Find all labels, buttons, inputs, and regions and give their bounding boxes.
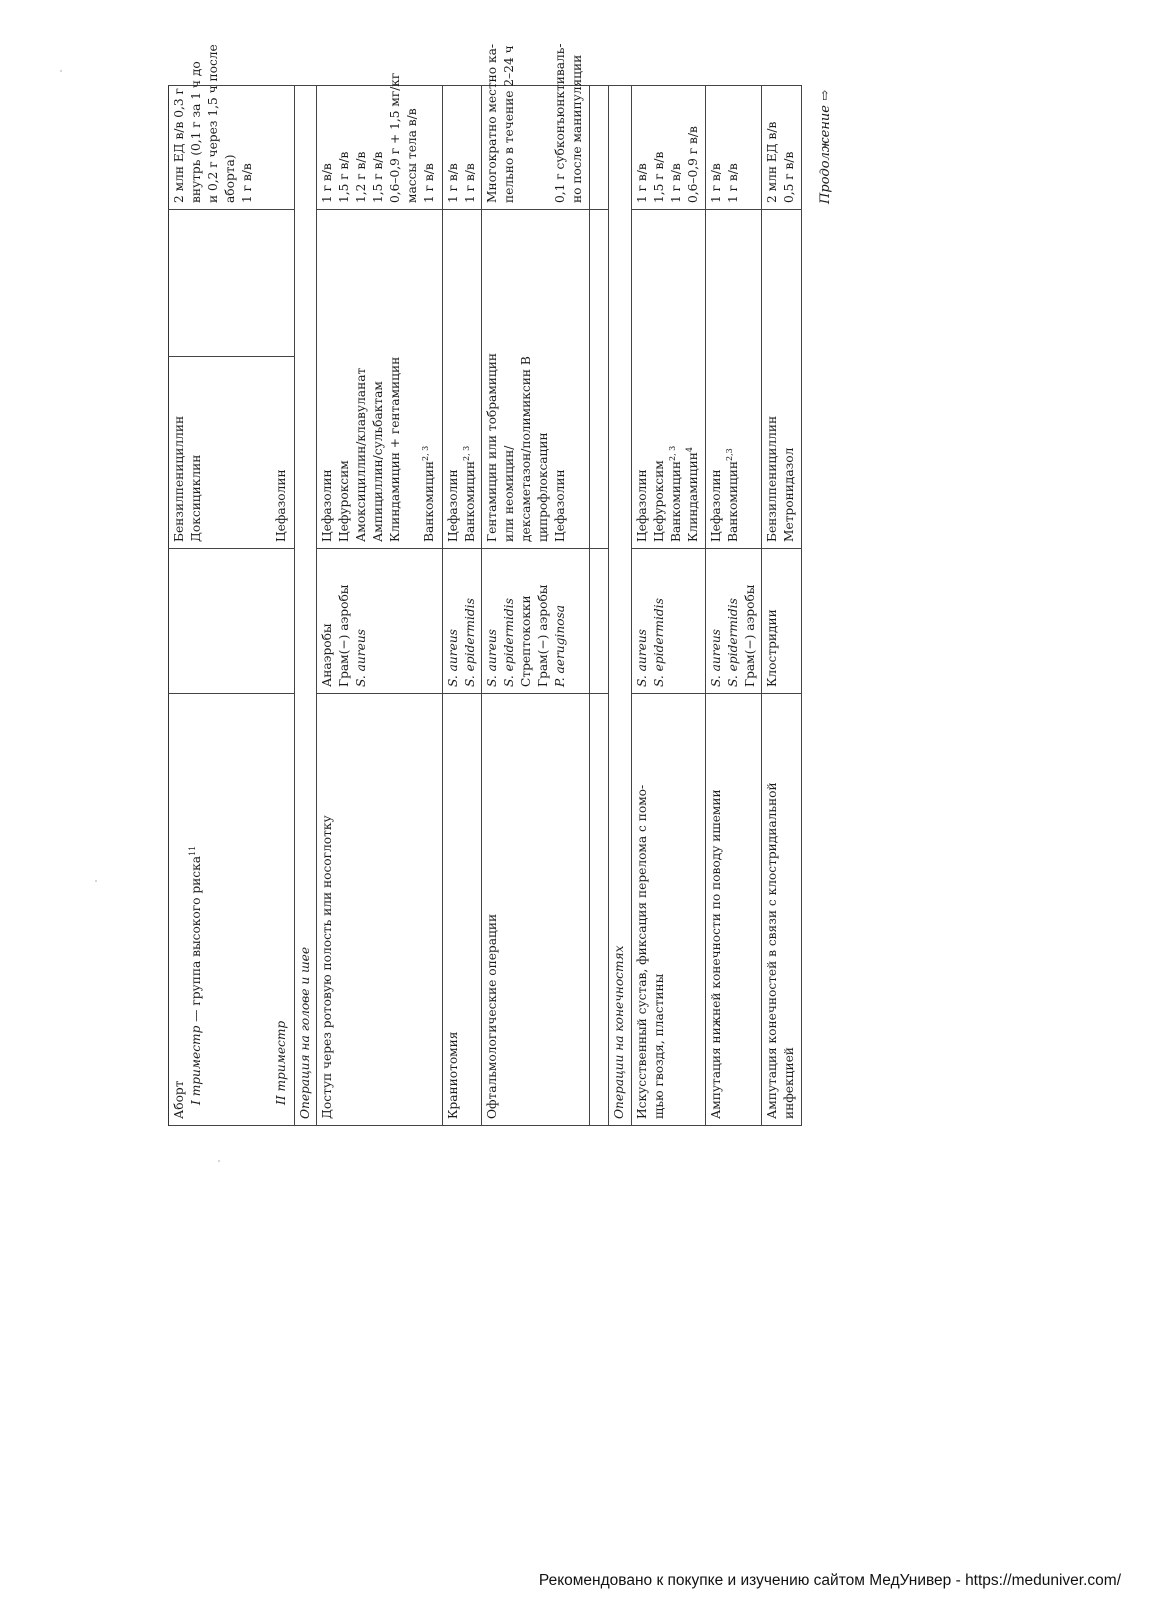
table-row bbox=[631, 86, 705, 1126]
microbes-cell: S. aureus S. epidermidis Грам(−) аэробы bbox=[705, 549, 762, 694]
continuation-label: Продолжение ⇨ bbox=[818, 90, 833, 204]
rotated-page bbox=[168, 43, 848, 1126]
table-row bbox=[316, 86, 442, 1126]
microbes-cell: S. aureus S. epidermidis bbox=[442, 549, 482, 694]
microbes-cell: Клостридии bbox=[762, 549, 802, 694]
spacer-cell bbox=[169, 210, 295, 357]
section-row bbox=[294, 86, 316, 1126]
doses-cell: 1 г в/в 1,5 г в/в 1,2 г в/в 1,5 г в/в 0,6–0,9 г + 1,5 мг/кг массы тела в/в 1 г в/в bbox=[316, 86, 442, 210]
microbes-cell bbox=[169, 549, 295, 694]
doses-cell: 1 г в/в 1 г в/в bbox=[442, 86, 482, 210]
table-row bbox=[442, 86, 482, 1126]
drugs-cell: Цефазолин Цефуроксим Ванкомицин$^{2, 3}$ Клиндамицин$^4$ bbox=[631, 210, 705, 549]
table-row bbox=[762, 86, 802, 1126]
procedure-cell: Ампутация конечностей в связи с клостридиальной инфекцией bbox=[762, 694, 802, 1126]
microbes-cell: Анаэробы Грам(−) аэробы S. aureus bbox=[316, 549, 442, 694]
procedure-cell: Аборт I триместр — группа высокого риска$^{11}$ II триместр bbox=[169, 694, 295, 1126]
procedure-cell: Искусственный сустав, фиксация перелома с помо- щью гвоздя, пластины bbox=[631, 694, 705, 1126]
table-row bbox=[482, 86, 590, 1126]
doses-cell: 2 млн ЕД в/в 0,3 г внутрь (0,1 г за 1 ч до и 0,2 г через 1,5 ч после аборта) 1 г в/в bbox=[169, 86, 295, 210]
drugs-cell: Бензилпенициллин Доксициклин Цефазолин bbox=[169, 357, 295, 549]
microbes-cell: S. aureus S. epidermidis bbox=[631, 549, 705, 694]
doses-cell: 1 г в/в 1 г в/в bbox=[705, 86, 762, 210]
procedure-cell: Доступ через ротовую полость или носоглотку bbox=[316, 694, 442, 1126]
scan-speck bbox=[218, 1160, 220, 1162]
spacer-row bbox=[590, 86, 609, 1126]
section-title: Операция на голове и шее bbox=[294, 86, 316, 1126]
procedure-cell: Ампутация нижней конечности по поводу ишемии bbox=[705, 694, 762, 1126]
doses-cell: Многократно местно ка- пельно в течение 2–24 ч 0,1 г субконъюнктиваль- но после манипуляции bbox=[482, 86, 590, 210]
table-row bbox=[705, 86, 762, 1126]
procedure-cell: Краниотомия bbox=[442, 694, 482, 1126]
section-row bbox=[609, 86, 631, 1126]
microbes-cell: S. aureus S. epidermidis Стрептококки Грам(−) аэробы P. aeruginosa bbox=[482, 549, 590, 694]
doses-cell: 1 г в/в 1,5 г в/в 1 г в/в 0,6–0,9 г в/в bbox=[631, 86, 705, 210]
footer-note: Рекомендовано к покупке и изучению сайтом МедУнивер - https://meduniver.com/ bbox=[538, 1572, 1121, 1589]
scan-speck bbox=[60, 70, 62, 72]
drugs-cell: Цефазолин Ванкомицин$^{2, 3}$ bbox=[442, 210, 482, 549]
section-title: Операции на конечностях bbox=[609, 86, 631, 1126]
table-row bbox=[169, 86, 295, 1126]
drugs-cell: Гентамицин или тобрамицин или неомицин/ дексаметазон/полимиксин B ципрофлоксацин Цефазолин bbox=[482, 210, 590, 549]
prophylaxis-table bbox=[168, 43, 802, 1126]
doses-cell: 2 млн ЕД в/в 0,5 г в/в bbox=[762, 86, 802, 210]
procedure-cell: Офтальмологические операции bbox=[482, 694, 590, 1126]
scan-speck bbox=[95, 880, 97, 882]
drugs-cell: Цефазолин Ванкомицин$^{2,3}$ bbox=[705, 210, 762, 549]
drugs-cell: Бензилпенициллин Метронидазол bbox=[762, 210, 802, 549]
drugs-cell: Цефазолин Цефуроксим Амоксициллин/клавуланат Ампициллин/сульбактам Клиндамицин + гентамицин Ванкомицин$^{2, 3}$ bbox=[316, 210, 442, 549]
